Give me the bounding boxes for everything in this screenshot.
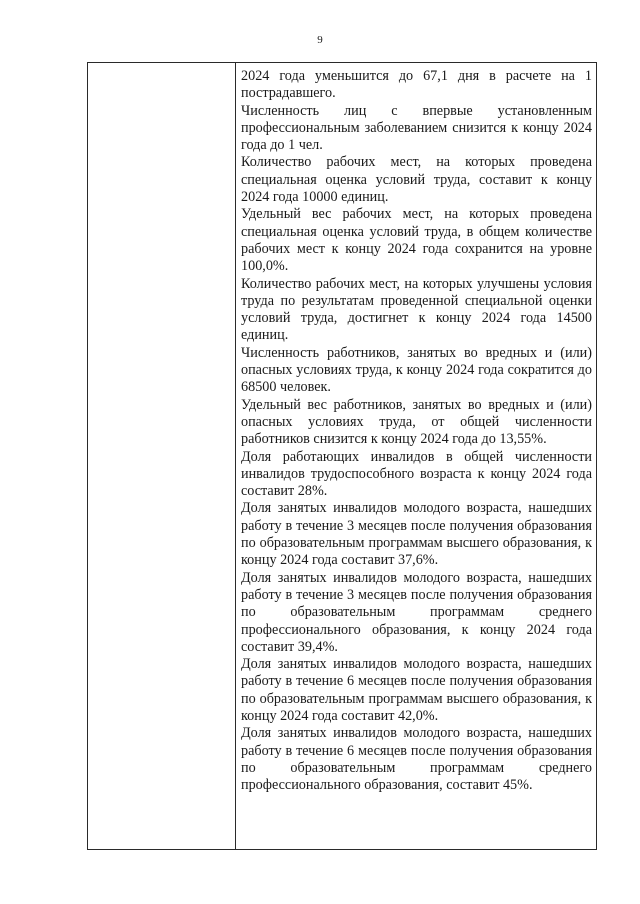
paragraph: Количество рабочих мест, на которых улучшены условия труда по результатам проведенной специальной оценки условий труда, достигнет к концу 2024 года 14500 единиц. — [241, 275, 592, 344]
paragraph: Численность работников, занятых во вредных и (или) опасных условиях труда, к концу 2024 года сократится до 68500 человек. — [241, 344, 592, 396]
paragraph: Количество рабочих мест, на которых проведена специальная оценка условий труда, составит к концу 2024 года 10000 единиц. — [241, 154, 592, 206]
paragraph: Доля занятых инвалидов молодого возраста, нашедших работу в течение 3 месяцев после получения образования по образовательным программам среднего профессионального образования, к концу 2024 года составит 39,4%. — [241, 569, 592, 655]
paragraph: Доля занятых инвалидов молодого возраста, нашедших работу в течение 3 месяцев после получения образования по образовательным программам высшего образования, к концу 2024 года составит 37,6%. — [241, 500, 592, 569]
paragraph: Доля занятых инвалидов молодого возраста, нашедших работу в течение 6 месяцев после получения образования по образовательным программам среднего профессионального образования, составит 45%. — [241, 725, 592, 794]
table-left-cell — [88, 63, 236, 849]
page-number: 9 — [317, 34, 323, 46]
paragraph: Удельный вес работников, занятых во вредных и (или) опасных условиях труда, от общей численности работников снизится к концу 2024 года до 13,55%. — [241, 396, 592, 448]
paragraph: Доля занятых инвалидов молодого возраста, нашедших работу в течение 6 месяцев после получения образования по образовательным программам высшего образования, к концу 2024 года составит 42,0%. — [241, 656, 592, 724]
paragraph: Доля работающих инвалидов в общей численности инвалидов трудоспособного возраста к концу 2024 года составит 28%. — [241, 448, 592, 500]
paragraph: Численность лиц с впервые установленным профессиональным заболеванием снизится к концу 2024 года до 1 чел. — [241, 102, 592, 154]
table-right-cell — [236, 63, 596, 849]
paragraph: Удельный вес рабочих мест, на которых проведена специальная оценка условий труда, в общем количестве рабочих мест к концу 2024 года сохранится на уровне 100,0%. — [241, 206, 592, 275]
document-table — [87, 62, 597, 850]
paragraph: 2024 года уменьшится до 67,1 дня в расчете на 1 пострадавшего. — [241, 68, 592, 102]
